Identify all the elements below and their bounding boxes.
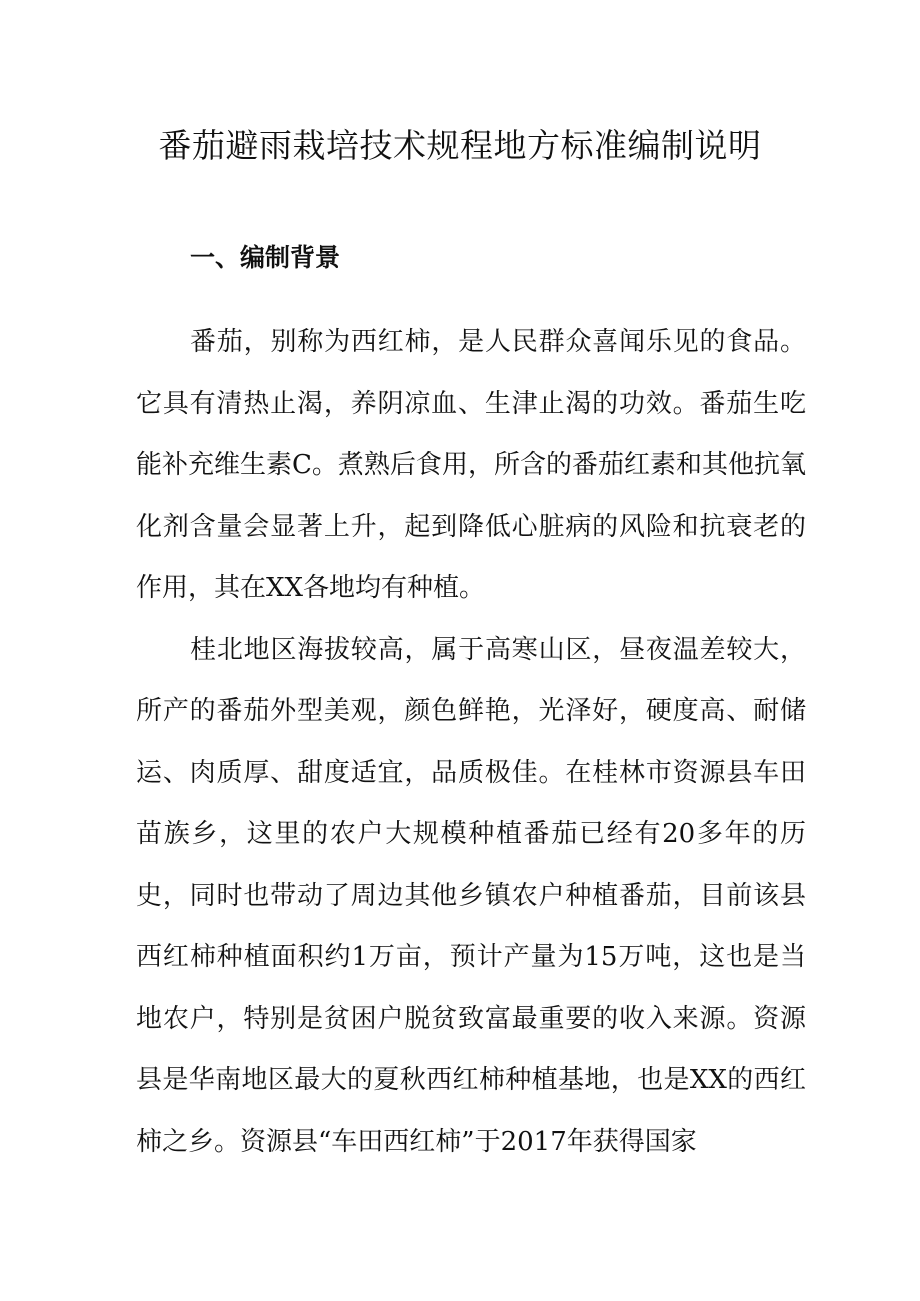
document-title: 番茄避雨栽培技术规程地方标准编制说明 [158, 126, 762, 165]
document-body [136, 312, 806, 1173]
section-heading: 一、编制背景 [190, 243, 341, 272]
paragraph-1: 番茄，别称为西红柿，是人民群众喜闻乐见的食品。它具有清热止渴，养阴凉血、生津止渴的功效。番茄生吃能补充维生素C。煮熟后食用，所含的番茄红素和其他抗氧化剂含量会显著上升，起到降低心脏病的风险和抗衰老的作用，其在XX各地均有种植。 [136, 327, 806, 603]
paragraph-2: 桂北地区海拔较高，属于高寒山区，昼夜温差较大，所产的番茄外型美观，颜色鲜艳，光泽好，硬度高、耐储运、肉质厚、甜度适宜，品质极佳。在桂林市资源县车田苗族乡，这里的农户大规模种植番茄已经有20多年的历史，同时也带动了周边其他乡镇农户种植番茄，目前该县西红柿种植面积约1万亩，预计产量为15万吨，这也是当地农户，特别是贫困户脱贫致富最重要的收入来源。资源县是华南地区最大的夏秋西红柿种植基地，也是XX的西红柿之乡。资源县“车田西红柿”于2017年获得国家 [136, 634, 806, 1157]
